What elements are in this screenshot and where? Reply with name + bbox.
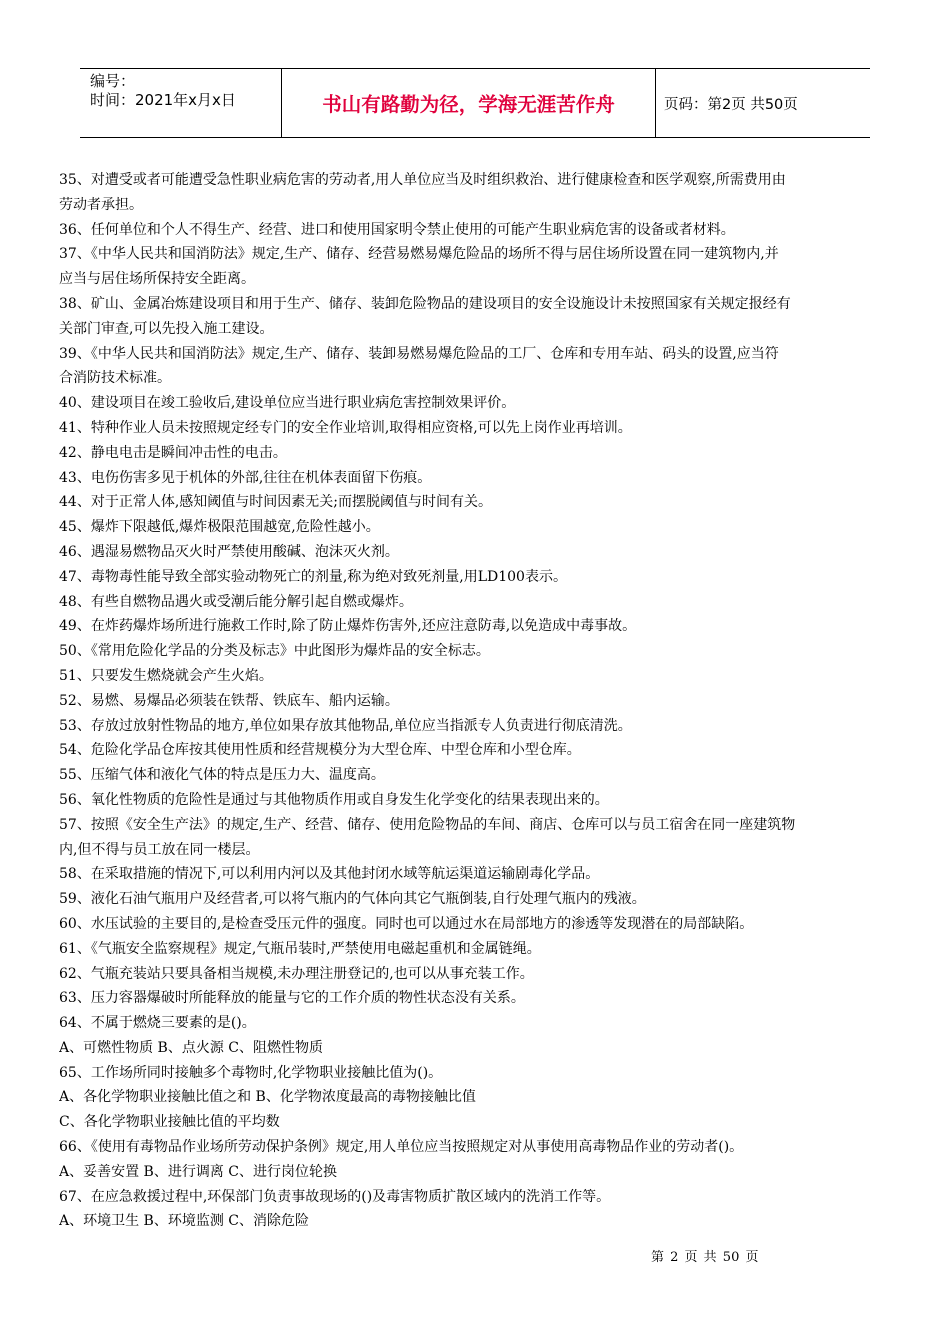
text-line: 35、对遭受或者可能遭受急性职业病危害的劳动者,用人单位应当及时组织救治、进行健康检查和医学观察,所需费用由: [59, 172, 786, 188]
text-line: 36、任何单位和个人不得生产、经营、进口和使用国家明令禁止使用的可能产生职业病危害的设备或者材料。: [59, 221, 735, 238]
text-line: 54、危险化学品仓库按其使用性质和经营规模分为大型仓库、中型仓库和小型仓库。: [59, 742, 581, 759]
text-line: C、各化学物职业接触比值的平均数: [59, 1114, 280, 1131]
text-line: 51、只要发生燃烧就会产生火焰。: [59, 667, 273, 684]
text-line: 38、矿山、金属冶炼建设项目和用于生产、储存、装卸危险物品的建设项目的安全设施设计未按照国家有关规定报经有: [59, 295, 791, 312]
page-footer: 第 2 页 共 50 页: [651, 1250, 759, 1265]
text-line: 41、特种作业人员未按照规定经专门的安全作业培训,取得相应资格,可以先上岗作业再培训。: [59, 419, 632, 436]
text-line: 56、氧化性物质的危险性是通过与其他物质作用或自身发生化学变化的结果表现出来的。: [59, 791, 609, 808]
text-line: 50、《常用危险化学品的分类及标志》中此图形为爆炸品的安全标志。: [59, 643, 490, 660]
text-line: 45、爆炸下限越低,爆炸极限范围越宽,危险性越小。: [59, 519, 380, 536]
text-line: A、各化学物职业接触比值之和 B、化学物浓度最高的毒物接触比值: [59, 1089, 476, 1106]
text-line: 64、不属于燃烧三要素的是()。: [59, 1015, 256, 1032]
text-line: 67、在应急救援过程中,环保部门负责事故现场的()及毒害物质扩散区域内的洗消工作等。: [59, 1188, 611, 1205]
text-line: A、环境卫生 B、环境监测 C、消除危险: [59, 1213, 310, 1230]
text-line: 61、《气瓶安全监察规程》规定,气瓶吊装时,严禁使用电磁起重机和金属链绳。: [59, 940, 541, 957]
text-line: 应当与居住场所保持安全距离。: [59, 271, 255, 288]
text-line: 内,但不得与员工放在同一楼层。: [59, 841, 260, 858]
document-number-label: 编号：: [90, 72, 136, 90]
text-line: 52、易燃、易爆品必须装在铁帮、铁底车、船内运输。: [59, 692, 399, 709]
text-line: 合消防技术标准。: [59, 370, 171, 387]
text-line: 59、液化石油气瓶用户及经营者,可以将气瓶内的气体向其它气瓶倒装,自行处理气瓶内的残液。: [59, 891, 646, 908]
text-line: 55、压缩气体和液化气体的特点是压力大、温度高。: [59, 767, 385, 784]
text-line: 43、电伤伤害多见于机体的外部,往往在机体表面留下伤痕。: [59, 469, 432, 486]
text-line: 65、工作场所同时接触多个毒物时,化学物职业接触比值为()。: [59, 1064, 443, 1081]
document-date: 时间：2021年x月x日: [90, 91, 236, 109]
text-line: 劳动者承担。: [59, 196, 143, 213]
text-line: 40、建设项目在竣工验收后,建设单位应当进行职业病危害控制效果评价。: [59, 395, 516, 412]
header-page-cell: [656, 69, 870, 137]
text-line: 39、《中华人民共和国消防法》规定,生产、储存、装卸易燃易爆危险品的工厂、仓库和专用车站、码头的设置,应当符: [59, 345, 779, 362]
text-line: 62、气瓶充装站只要具备相当规模,未办理注册登记的,也可以从事充装工作。: [59, 965, 534, 982]
document-body: [59, 168, 895, 1234]
text-line: 46、遇湿易燃物品灭火时严禁使用酸碱、泡沫灭火剂。: [59, 543, 399, 560]
text-line: A、可燃性物质 B、点火源 C、阻燃性物质: [59, 1039, 324, 1056]
text-line: 60、水压试验的主要目的,是检查受压元件的强度。同时也可以通过水在局部地方的渗透等发现潜在的局部缺陷。: [59, 915, 754, 932]
page-header: [80, 68, 870, 138]
text-line: 66、《使用有毒物品作业场所劳动保护条例》规定,用人单位应当按照规定对从事使用高毒物品作业的劳动者()。: [59, 1139, 744, 1156]
page-info: 页码：第2页 共50页: [664, 96, 798, 113]
text-line: A、妥善安置 B、进行调离 C、进行岗位轮换: [59, 1163, 338, 1180]
header-meta-cell: [80, 69, 282, 137]
text-line: 42、静电电击是瞬间冲击性的电击。: [59, 444, 287, 461]
text-line: 44、对于正常人体,感知阈值与时间因素无关;而摆脱阈值与时间有关。: [59, 494, 492, 511]
text-line: 49、在炸药爆炸场所进行施救工作时,除了防止爆炸伤害外,还应注意防毒,以免造成中毒事故。: [59, 618, 637, 635]
text-line: 47、毒物毒性能导致全部实验动物死亡的剂量,称为绝对致死剂量,用LD100表示。: [59, 568, 567, 585]
text-line: 37、《中华人民共和国消防法》规定,生产、储存、经营易燃易爆危险品的场所不得与居住场所设置在同一建筑物内,并: [59, 246, 779, 263]
text-line: 53、存放过放射性物品的地方,单位如果存放其他物品,单位应当指派专人负责进行彻底清洗。: [59, 717, 632, 734]
text-line: 48、有些自燃物品遇火或受潮后能分解引起自燃或爆炸。: [59, 593, 413, 610]
text-line: 57、按照《安全生产法》的规定,生产、经营、储存、使用危险物品的车间、商店、仓库可以与员工宿舍在同一座建筑物: [59, 816, 796, 833]
header-motto-cell: [282, 69, 656, 137]
text-line: 63、压力容器爆破时所能释放的能量与它的工作介质的物性状态没有关系。: [59, 990, 525, 1007]
text-line: 关部门审查,可以先投入施工建设。: [59, 320, 274, 337]
text-line: 58、在采取措施的情况下,可以利用内河以及其他封闭水域等航运渠道运输剧毒化学品。: [59, 866, 600, 883]
motto-text: 书山有路勤为径，学海无涯苦作舟: [322, 93, 615, 116]
